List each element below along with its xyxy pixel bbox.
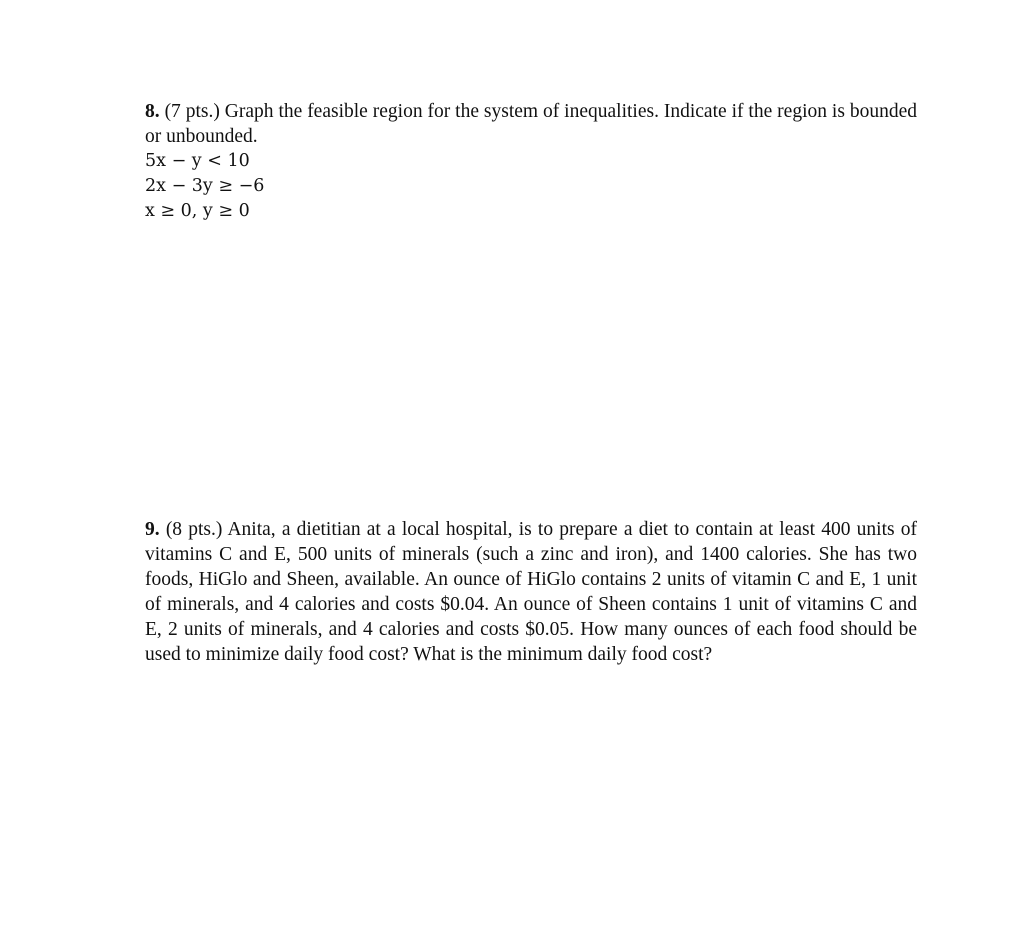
- problem-8-inequalities: [145, 149, 917, 224]
- inequality-2: 2x − 3y ≥ −6: [145, 176, 265, 196]
- problem-8-number: 8.: [145, 101, 160, 122]
- problem-9-text: (8 pts.) Anita, a dietitian at a local hospital, is to prepare a diet to contain at least 400 units of vitamins C and E, 500 units of minerals (such a zinc and iron), and 1400 calories. She has two foods, HiGlo and Sheen, available. An ounce of HiGlo contains 2 units of vitamin C and E, 1 unit of minerals, and 4 calories and costs $0.04. An ounce of Sheen contains 1 unit of vitamins C and E, 2 units of minerals, and 4 calories and costs $0.05. How many ounces of each food should be used to minimize daily food cost? What is the minimum daily food cost?: [145, 519, 917, 665]
- problem-8: [145, 99, 917, 224]
- problem-8-text: (7 pts.) Graph the feasible region for the system of inequalities. Indicate if the region is bounded or unbounded.: [145, 101, 918, 147]
- problem-9-number: 9.: [145, 519, 160, 540]
- problem-8-statement: [145, 99, 917, 149]
- inequality-1: 5x − y < 10: [145, 151, 250, 171]
- problem-9: [145, 517, 917, 667]
- problem-9-statement: [145, 517, 917, 667]
- inequality-3: x ≥ 0, y ≥ 0: [145, 201, 250, 221]
